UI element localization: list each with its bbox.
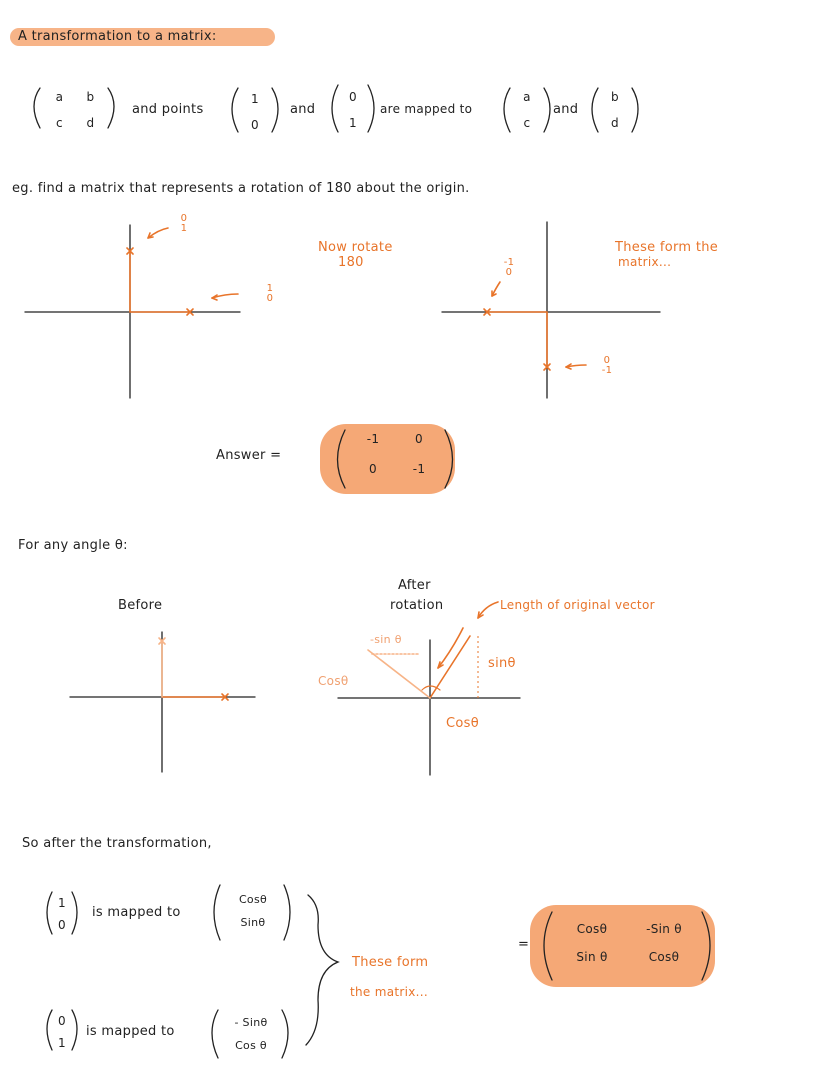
vector-j: 0 1 <box>58 1014 66 1050</box>
example-prompt: eg. find a matrix that represents a rotation of 180 about the origin. <box>12 181 470 196</box>
for-any-angle-text: For any angle θ: <box>18 538 128 553</box>
is-mapped-to-1: is mapped to <box>92 905 181 920</box>
equals-sign: = <box>518 937 530 952</box>
mapped-vector-ac: a c <box>523 90 531 130</box>
before-label: Before <box>118 598 163 613</box>
cos-bottom-label: Cosθ <box>446 716 479 731</box>
now-rotate-text: Now rotate <box>318 240 393 255</box>
mapped-vector-bd: b d <box>611 90 619 130</box>
and-points-text: and points <box>132 102 204 117</box>
cos-left-label: Cosθ <box>318 674 349 688</box>
answer-matrix: -1 0 0 -1 <box>366 432 426 476</box>
so-after-text: So after the transformation, <box>22 836 212 851</box>
sin-label: sinθ <box>488 656 516 671</box>
unit-vector-i: 1 0 <box>251 92 259 132</box>
after-vector-left: -1 0 <box>503 257 515 278</box>
unit-vector-j: 0 1 <box>349 90 357 130</box>
after-vector-bottom: 0 -1 <box>601 355 613 376</box>
before-vector-top: 0 1 <box>180 213 188 234</box>
answer-label: Answer = <box>216 448 282 463</box>
neg-sin-label: -sin θ <box>370 633 402 646</box>
result-vector-a: Cosθ Sinθ <box>238 893 268 929</box>
and-text-1: and <box>290 102 316 117</box>
result-vector-b: - Sinθ Cos θ <box>234 1016 268 1052</box>
vector-i: 1 0 <box>58 896 66 932</box>
these-form-the-text: These form the <box>615 240 719 255</box>
rotation-label: rotation <box>390 598 444 613</box>
matrix-dots-text: matrix... <box>618 255 672 269</box>
the-matrix-text: the matrix... <box>350 985 428 999</box>
are-mapped-to-text: are mapped to <box>380 102 473 116</box>
these-form-text: These form <box>352 955 429 970</box>
page-title: A transformation to a matrix: <box>18 29 217 44</box>
general-matrix: a b c d <box>55 90 95 130</box>
after-label: After <box>398 578 431 593</box>
before-vector-right: 1 0 <box>266 283 274 304</box>
and-text-2: and <box>553 102 579 117</box>
now-rotate-degrees: 180 <box>338 255 364 270</box>
is-mapped-to-2: is mapped to <box>86 1024 175 1039</box>
length-note: Length of original vector <box>500 598 655 612</box>
final-matrix: Cosθ -Sin θ Sin θ Cosθ <box>576 922 682 964</box>
